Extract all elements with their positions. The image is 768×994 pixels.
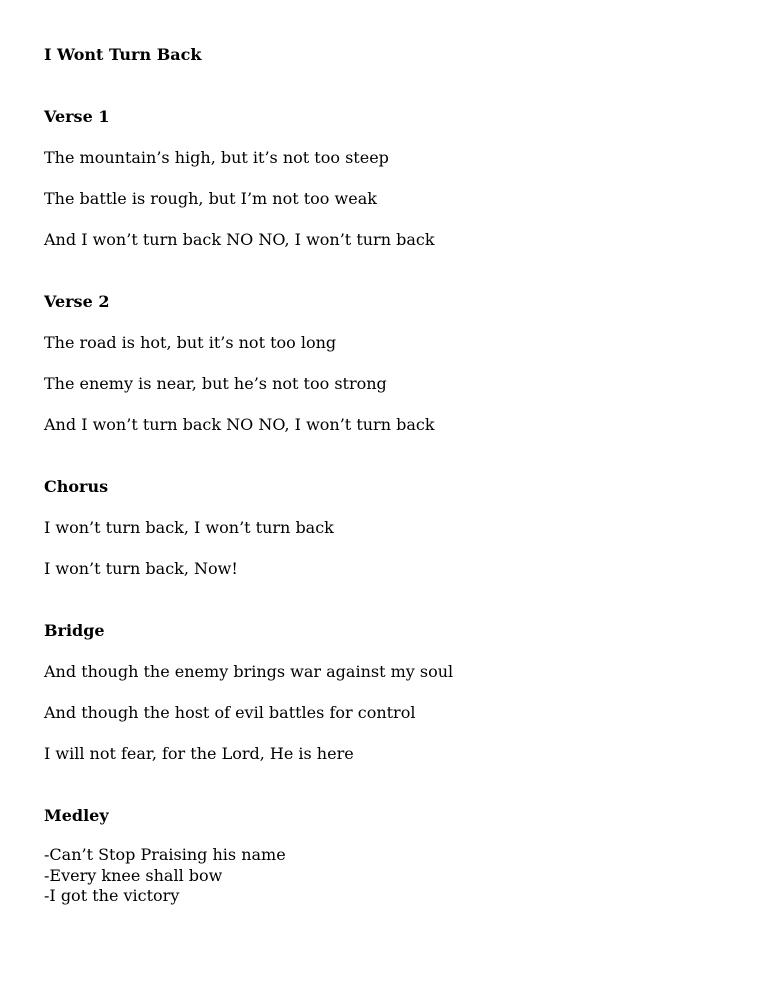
lyric-line: I won’t turn back, Now!	[44, 559, 238, 578]
lyric-line: And I won’t turn back NO NO, I won’t turn back	[44, 415, 435, 434]
section-heading: Chorus	[44, 477, 109, 496]
section-chorus	[44, 475, 748, 581]
lyric-line: And though the host of evil battles for control	[44, 703, 416, 722]
medley-item: -Can’t Stop Praising his name	[44, 845, 286, 864]
lyric-line: The battle is rough, but I’m not too weak	[44, 189, 377, 208]
section-verse-1	[44, 105, 748, 252]
lyric-line: The road is hot, but it’s not too long	[44, 333, 337, 352]
lyric-line: I will not fear, for the Lord, He is here	[44, 744, 354, 763]
section-bridge	[44, 619, 748, 766]
medley-list	[44, 845, 748, 907]
section-heading: Bridge	[44, 621, 105, 640]
song-title: I Wont Turn Back	[44, 45, 202, 64]
section-heading: Medley	[44, 806, 109, 825]
medley-item: -I got the victory	[44, 886, 180, 905]
lyric-line: And I won’t turn back NO NO, I won’t turn back	[44, 230, 435, 249]
lyric-line: The mountain’s high, but it’s not too steep	[44, 148, 389, 167]
document-page	[44, 43, 748, 945]
section-heading: Verse 1	[44, 107, 110, 126]
section-heading: Verse 2	[44, 292, 110, 311]
lyric-line: I won’t turn back, I won’t turn back	[44, 518, 334, 537]
section-medley	[44, 804, 748, 907]
lyric-line: And though the enemy brings war against my soul	[44, 662, 454, 681]
medley-item: -Every knee shall bow	[44, 865, 223, 885]
section-verse-2	[44, 290, 748, 437]
lyric-line: The enemy is near, but he’s not too strong	[44, 374, 387, 393]
